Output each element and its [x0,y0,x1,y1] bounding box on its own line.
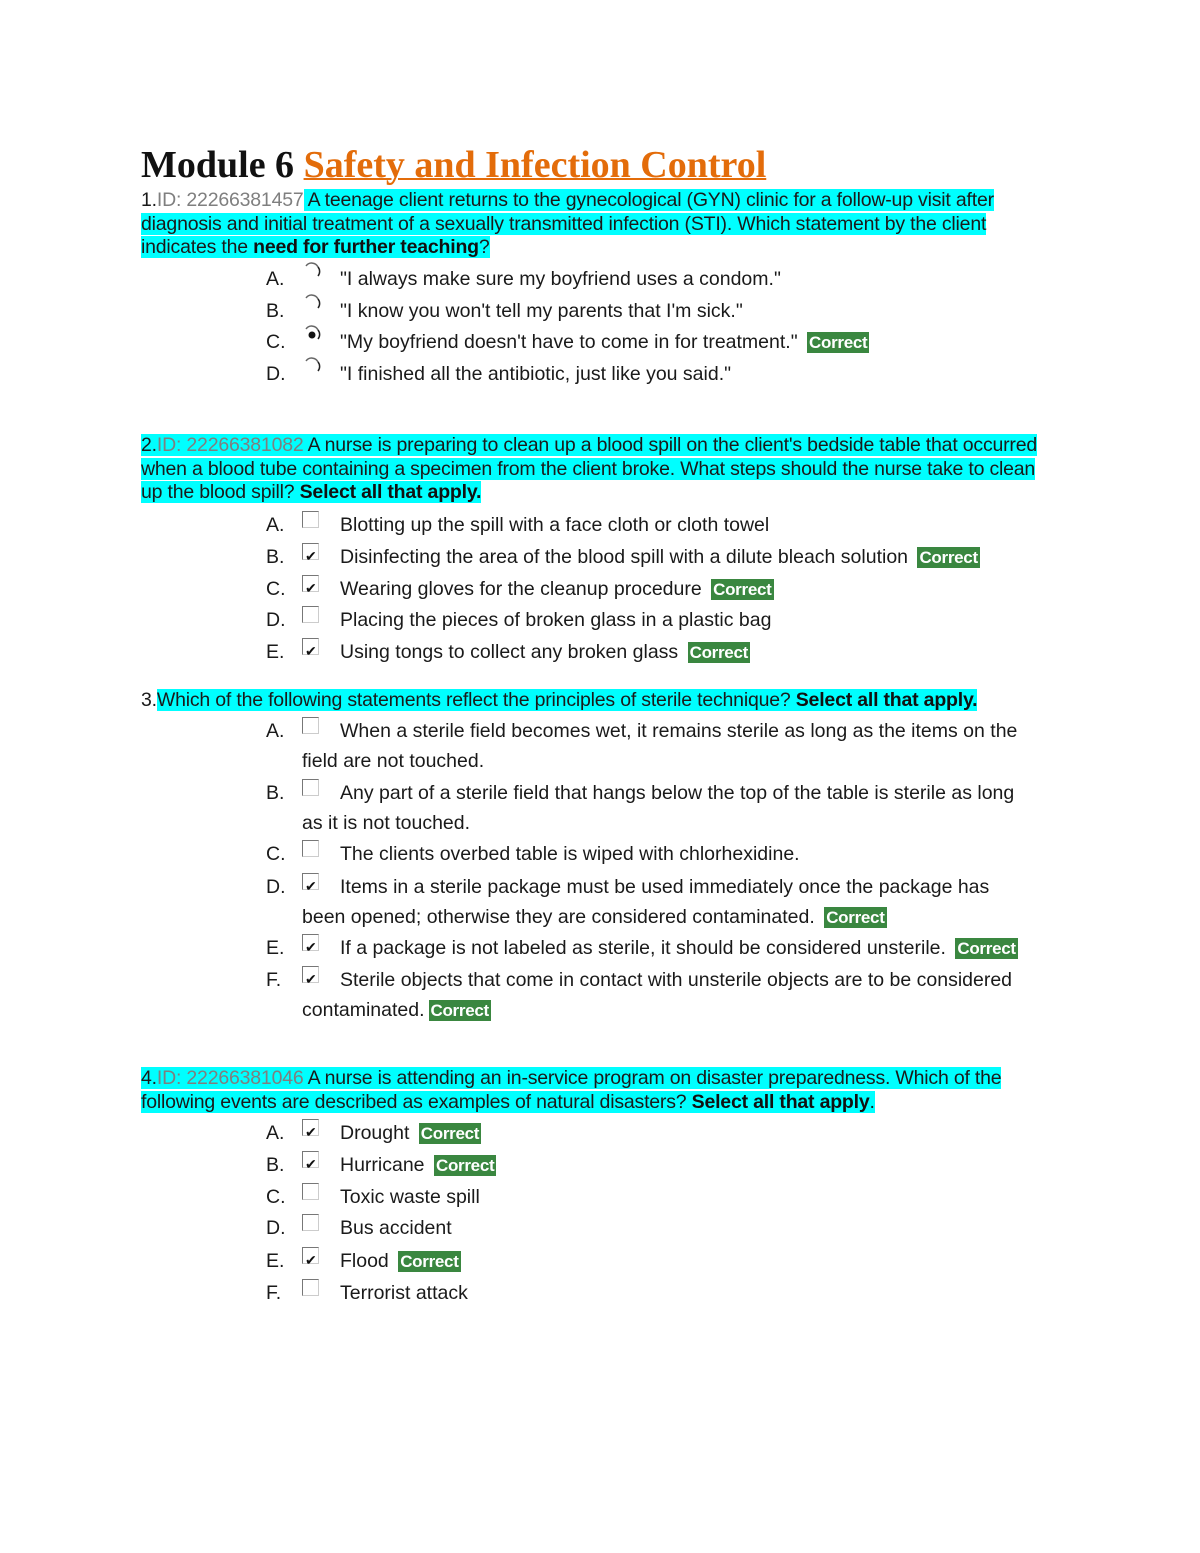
question-1-stem [141,189,1061,260]
correct-badge: Correct [713,580,772,599]
checkbox[interactable] [302,869,322,889]
option-letter: B. [266,546,285,568]
radio-unselected-icon [302,357,322,377]
option-letter: F. [266,1282,282,1304]
checkbox[interactable] [302,1210,322,1230]
option-text: Any part of a sterile field that hangs below the top of the table is sterile as long [340,782,1015,804]
radio-button[interactable] [302,324,322,344]
radio-button[interactable] [302,293,322,313]
option-letter: B. [266,300,285,322]
title-module: Module 6 [141,144,295,186]
question-text: A nurse is preparing to clean up a blood spill on the client's bedside table that occurred when a blood tube containing a specimen from the client broke. What steps should the nurse take to clean up the blood spill? [141,434,1038,503]
checkbox[interactable] [302,775,322,795]
option-letter: C. [266,331,286,353]
correct-badge: Correct [919,548,978,567]
option-letter: A. [266,720,285,742]
question-text-end: ? [478,236,490,258]
option-letter: E. [266,937,285,959]
option-letter: F. [266,969,282,991]
checkbox-unchecked-icon [302,1183,319,1200]
option-text: Terrorist attack [340,1282,468,1304]
option-text-continued: field are not touched. [302,750,485,772]
checkbox-unchecked-icon [302,840,319,857]
correct-badge: Correct [435,1156,495,1175]
option-text: Bus accident [340,1217,452,1239]
correct-badge: Correct [430,1001,489,1020]
option-text: The clients overbed table is wiped with chlorhexidine. [340,843,800,865]
checkbox[interactable] [302,930,322,950]
question-text: Which of the following statements reflect the principles of sterile technique? [156,689,796,711]
checkbox-unchecked-icon [302,779,319,796]
correct-badge: Correct [957,939,1016,958]
radio-selected-icon [302,325,322,345]
checkbox-unchecked-icon [302,1214,319,1231]
checkbox-unchecked-icon [302,606,319,623]
option-text: Toxic waste spill [340,1186,480,1208]
radio-button[interactable] [302,261,322,281]
correct-badge: Correct [809,333,868,352]
checkbox[interactable] [302,507,322,527]
option-text: "I know you won't tell my parents that I'm sick." [340,300,743,322]
checkbox-checked-icon [302,575,319,592]
checkbox[interactable] [302,1147,322,1167]
checkbox-checked-icon [302,638,319,655]
option-text: Flood Correct [340,1250,459,1272]
question-4-stem [141,1067,1061,1114]
checkbox-checked-icon [302,873,319,890]
checkbox-unchecked-icon [302,511,319,528]
checkbox-checked-icon [302,934,319,951]
option-letter: D. [266,609,286,631]
question-emphasis: Select all that apply. [795,689,978,711]
option-letter: C. [266,578,286,600]
title-subject: Safety and Infection Control [303,144,767,186]
option-text: If a package is not labeled as sterile, it should be considered unsterile. Correct [340,937,1016,959]
checkbox[interactable] [302,1275,322,1295]
option-text-continued: contaminated. Correct [302,999,489,1021]
checkbox[interactable] [302,634,322,654]
question-emphasis: Select all that apply. [299,481,482,503]
checkbox-checked-icon [302,966,319,983]
option-letter: A. [266,268,285,290]
checkbox-unchecked-icon [302,1279,319,1296]
option-letter: A. [266,1122,285,1144]
option-text: When a sterile field becomes wet, it remains sterile as long as the items on the [340,720,1018,742]
option-text: Sterile objects that come in contact with unsterile objects are to be considered [340,969,1013,991]
option-text: Disinfecting the area of the blood spill with a dilute bleach solution Correct [340,546,978,568]
question-2-stem [141,434,1061,505]
question-number: 1. [141,189,157,211]
option-text: Placing the pieces of broken glass in a plastic bag [340,609,772,631]
checkbox[interactable] [302,1115,322,1135]
checkbox-checked-icon [302,1119,319,1136]
checkbox[interactable] [302,1179,322,1199]
question-number: 4. [141,1067,157,1089]
option-text: Hurricane Correct [340,1154,495,1176]
checkbox[interactable] [302,962,322,982]
option-text: "My boyfriend doesn't have to come in for treatment." Correct [340,331,868,353]
question-emphasis: Select all that apply [691,1090,870,1113]
checkbox[interactable] [302,713,322,733]
option-text-continued: been opened; otherwise they are considered contaminated. Correct [302,906,885,928]
option-text: "I always make sure my boyfriend uses a condom." [340,268,781,290]
option-letter: B. [266,1154,285,1176]
correct-badge: Correct [826,908,885,927]
correct-badge: Correct [400,1252,459,1271]
page-title [141,143,766,187]
checkbox-checked-icon [302,1151,319,1168]
checkbox-unchecked-icon [302,717,319,734]
question-number: 3. [141,689,157,711]
option-letter: D. [266,876,286,898]
checkbox-checked-icon [302,543,319,560]
option-text: Items in a sterile package must be used immediately once the package has [340,876,990,898]
correct-badge: Correct [689,643,748,662]
question-id: ID: 22266381082 [156,434,304,456]
checkbox[interactable] [302,836,322,856]
checkbox[interactable] [302,539,322,559]
option-text: Drought Correct [340,1122,480,1144]
option-letter: C. [266,1186,286,1208]
option-letter: E. [266,641,285,663]
option-letter: D. [266,1217,286,1239]
option-letter: B. [266,782,285,804]
option-letter: C. [266,843,286,865]
question-text: A teenage client returns to the gynecological (GYN) clinic for a follow-up visit after diagnosis and initial treatment of a sexually transmitted infection (STI). Which statement by the client indicates the [141,189,994,258]
option-letter: E. [266,1250,285,1272]
option-text: "I finished all the antibiotic, just like you said." [340,363,732,385]
radio-button[interactable] [302,356,322,376]
option-letter: D. [266,363,286,385]
question-emphasis: need for further teaching [253,236,479,258]
question-id: ID: 22266381457 [156,189,304,211]
option-text-continued: as it is not touched. [302,812,471,834]
question-id: ID: 22266381046 [156,1067,304,1089]
question-3-stem [141,689,1061,713]
question-text-end: . [869,1090,875,1113]
radio-unselected-icon [302,262,322,282]
question-text: A nurse is attending an in-service program on disaster preparedness. Which of the following events are described as examples of natural disasters? [141,1067,1002,1113]
checkbox[interactable] [302,602,322,622]
correct-badge: Correct [420,1124,480,1143]
option-text: Wearing gloves for the cleanup procedure Correct [340,578,772,600]
question-number: 2. [141,434,157,456]
checkbox-checked-icon [302,1247,319,1264]
option-letter: A. [266,514,285,536]
option-text: Blotting up the spill with a face cloth or cloth towel [340,514,770,536]
option-text: Using tongs to collect any broken glass Correct [340,641,748,663]
radio-unselected-icon [302,294,322,314]
checkbox[interactable] [302,1243,322,1263]
checkbox[interactable] [302,571,322,591]
